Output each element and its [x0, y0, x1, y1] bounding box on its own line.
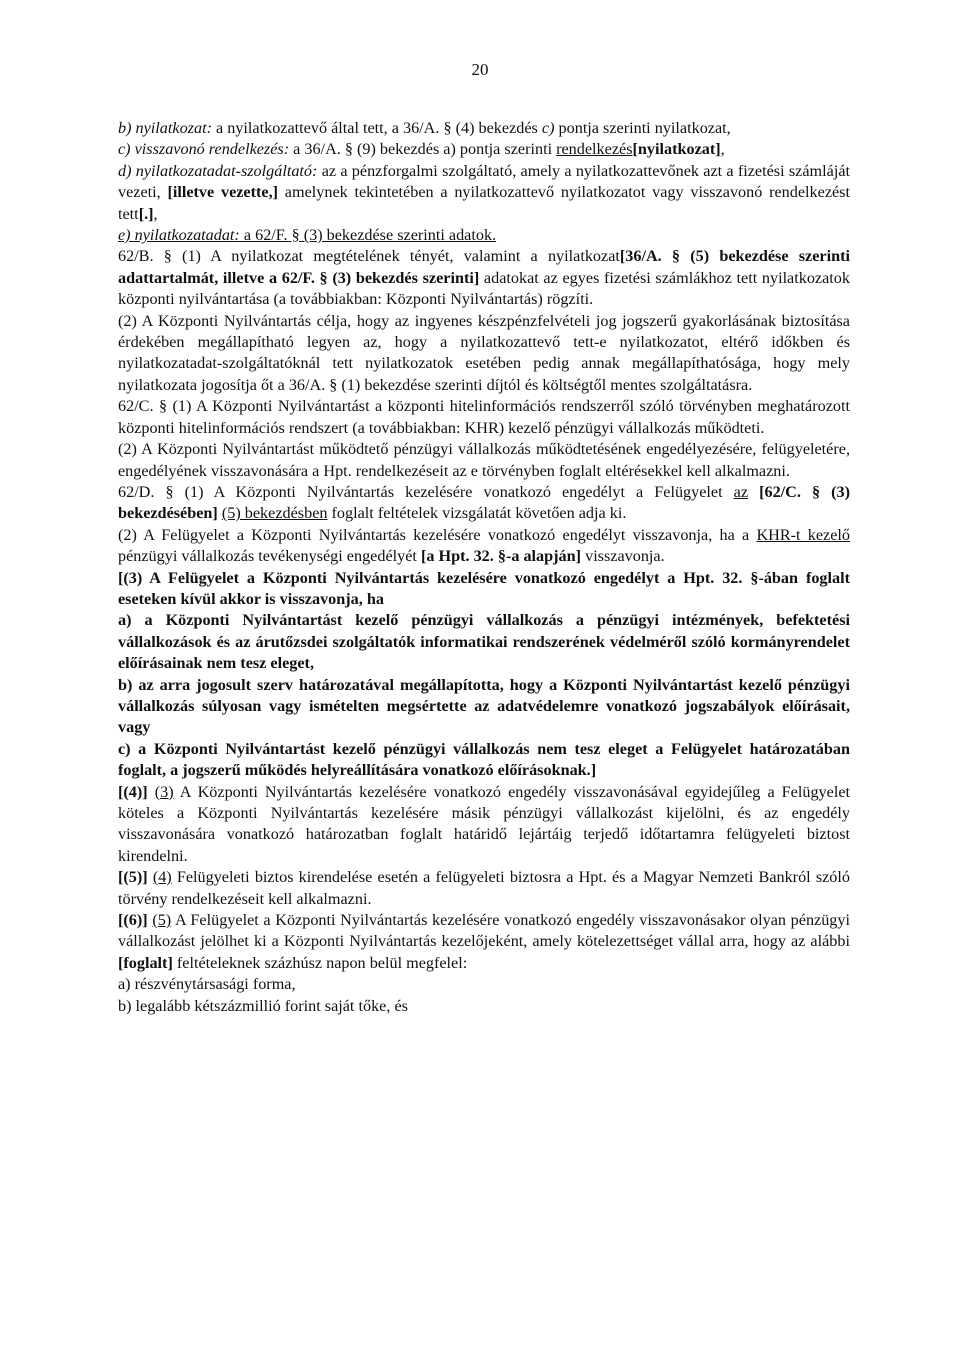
- document-body: [118, 118, 850, 1017]
- deleted-text: [36/A. § (5) bekezdése szerinti adattartalmát, illetve a 62/F. § (3) bekezdés szerinti]: [118, 247, 851, 287]
- section-62b-2: (2) A Központi Nyilvántartás célja, hogy az ingyenes készpénzfelvételi jog jogszerű gyakorlásának biztosítása érdekében megállapítható legyen az, hogy a nyilatkozattevő tett-e nyilatkozatot, eltérő időkben és nyilatkozatadat-szolgáltatóknál tett nyilatkozatok esetében pedig annak megállapíthatósága, hogy mely nyilatkozata jogosítja őt a 36/A. § (1) bekezdése szerinti díjtól és költségtől mentes szolgáltatásra.: [118, 311, 850, 394]
- inserted-text: (5) bekezdésben: [221, 504, 328, 523]
- inserted-text: (3): [154, 782, 174, 801]
- section-62c-1: 62/C. § (1) A Központi Nyilvántartást a központi hitelinformációs rendszerről szóló törvényben meghatározott központi hitelinformációs rendszert (a továbbiakban: KHR) kezelő pénzügyi vállalkozás működteti.: [118, 397, 850, 437]
- page-number: 20: [471, 60, 489, 79]
- inserted-text: (4): [152, 868, 172, 887]
- section-62d-3c-deleted: c) a Központi Nyilvántartást kezelő pénzügyi vállalkozás nem tesz eleget a Felügyelet határozatában foglalt, a jogszerű működés helyreállítására vonatkozó előírásoknak.]: [118, 739, 850, 780]
- deleted-text: [.]: [138, 204, 154, 223]
- deleted-text: [(4)]: [118, 782, 148, 801]
- term-label: d) nyilatkozatadat-szolgáltató:: [118, 161, 318, 180]
- section-62d-3a-deleted: a) a Központi Nyilvántartást kezelő pénzügyi vállalkozás a pénzügyi intézmények, befektetési vállalkozások és az árutőzsdei szolgáltatók informatikai rendszerének védelméről szóló kormányrendelet előírásainak nem tesz eleget,: [118, 611, 850, 673]
- inserted-definition: e) nyilatkozatadat: a 62/F. § (3) bekezdése szerinti adatok.: [118, 226, 497, 245]
- section-62d-3b-deleted: b) az arra jogosult szerv határozatával megállapította, hogy a Központi Nyilvántartást kezelő pénzügyi vállalkozás súlyosan vagy ismételten megsértette az adatvédelemre vonatkozó jogszabályok előírásait, vagy: [118, 675, 850, 737]
- definition-c: c) visszavonó rendelkezés: a 36/A. § (9) bekezdés a) pontja szerinti rendelkezés[nyilatkozat],: [118, 140, 725, 159]
- deleted-text: [illetve vezette,]: [167, 183, 279, 202]
- section-62d-3-deleted: [(3) A Felügyelet a Központi Nyilvántartás kezelésére vonatkozó engedélyt a Hpt. 32. §-ában foglalt eseteken kívül akkor is visszavonja, ha: [118, 568, 850, 608]
- inserted-text: az: [733, 482, 749, 501]
- section-62d-6: [(6)] (5) A Felügyelet a Központi Nyilvántartás kezelésére vonatkozó engedély visszavonásakor olyan pénzügyi vállalkozást jelölhet ki a Központi Nyilvántartás kezelőjeként, amely kötelezettséget vállal arra, hogy az alábbi [foglalt] feltételeknek százhúsz napon belül megfelel:: [118, 911, 850, 972]
- section-62d-4: [(4)] (3) A Központi Nyilvántartás kezelésére vonatkozó engedély visszavonásával egyidejűleg a Felügyelet köteles a Központi Nyilvántartás kezelésére másik pénzügyi vállalkozást kijelölni, és az engedély visszavonására vonatkozó határozatban foglalt határidő lejártáig terjedő időtartamra felügyeleti biztost kirendelni.: [118, 782, 851, 865]
- definition-e: [118, 225, 850, 246]
- inserted-text: ,: [153, 204, 158, 223]
- inserted-text: (5): [152, 911, 172, 930]
- section-62d-1: 62/D. § (1) A Központi Nyilvántartás kezelésére vonatkozó engedélyt a Felügyelet az [62/C. § (3) bekezdésében] (5) bekezdésben foglalt feltételek vizsgálatát követően adja ki.: [118, 482, 850, 523]
- term-label: e) nyilatkozatadat:: [118, 226, 240, 245]
- inserted-text: KHR-t kezelő: [756, 525, 850, 544]
- inserted-text: rendelkezés: [556, 140, 633, 159]
- section-62d-5: [(5)] (4) Felügyeleti biztos kirendelése esetén a felügyeleti biztosra a Hpt. és a Magyar Nemzeti Bankról szóló törvény rendelkezéseit kell alkalmazni.: [118, 868, 850, 908]
- section-62d-6a: a) részvénytársasági forma,: [118, 975, 296, 994]
- term-label: c) visszavonó rendelkezés:: [118, 140, 290, 159]
- deleted-text: [foglalt]: [118, 953, 173, 972]
- term-label: b) nyilatkozat:: [118, 119, 212, 137]
- deleted-text: [a Hpt. 32. §-a alapján]: [420, 547, 582, 566]
- deleted-text: [62/C. § (3) bekezdésében]: [118, 482, 850, 523]
- section-62c-2: (2) A Központi Nyilvántartást működtető pénzügyi vállalkozás működtetésének engedélyezésére, felügyeletére, engedélyének visszavonására a Hpt. rendelkezéseit az e törvényben foglalt eltérésekkel kell alkalmazni.: [118, 440, 850, 480]
- definition-d: d) nyilatkozatadat-szolgáltató: az a pénzforgalmi szolgáltató, amely a nyilatkozattevőnek azt a fizetési számláját vezeti, [illetve vezette,] amelynek tekintetében a nyilatkozattevő nyilatkozatot vagy visszavonó rendelkezést tett[.],: [118, 161, 850, 223]
- deleted-text: [(6)]: [118, 911, 148, 930]
- deleted-text: [(5)]: [118, 868, 148, 887]
- section-62d-6b: b) legalább kétszázmillió forint saját tőke, és: [118, 996, 408, 1015]
- definition-b: b) nyilatkozat: a nyilatkozattevő által tett, a 36/A. § (4) bekezdés c) pontja szerinti nyilatkozat,: [118, 119, 731, 137]
- deleted-text: [nyilatkozat]: [632, 140, 721, 159]
- section-62d-2: (2) A Felügyelet a Központi Nyilvántartás kezelésére vonatkozó engedélyt visszavonja, ha a KHR-t kezelő pénzügyi vállalkozás tevékenységi engedélyét [a Hpt. 32. §-a alapján] visszavonja.: [118, 525, 850, 566]
- section-62b-1: 62/B. § (1) A nyilatkozat megtételének tényét, valamint a nyilatkozat[36/A. § (5) bekezdése szerinti adattartalmát, illetve a 62/F. § (3) bekezdés szerinti] adatokat az egyes fizetési számlákhoz tett nyilatkozatok központi nyilvántartása (a továbbiakban: Központi Nyilvántartás) rögzíti.: [118, 247, 851, 309]
